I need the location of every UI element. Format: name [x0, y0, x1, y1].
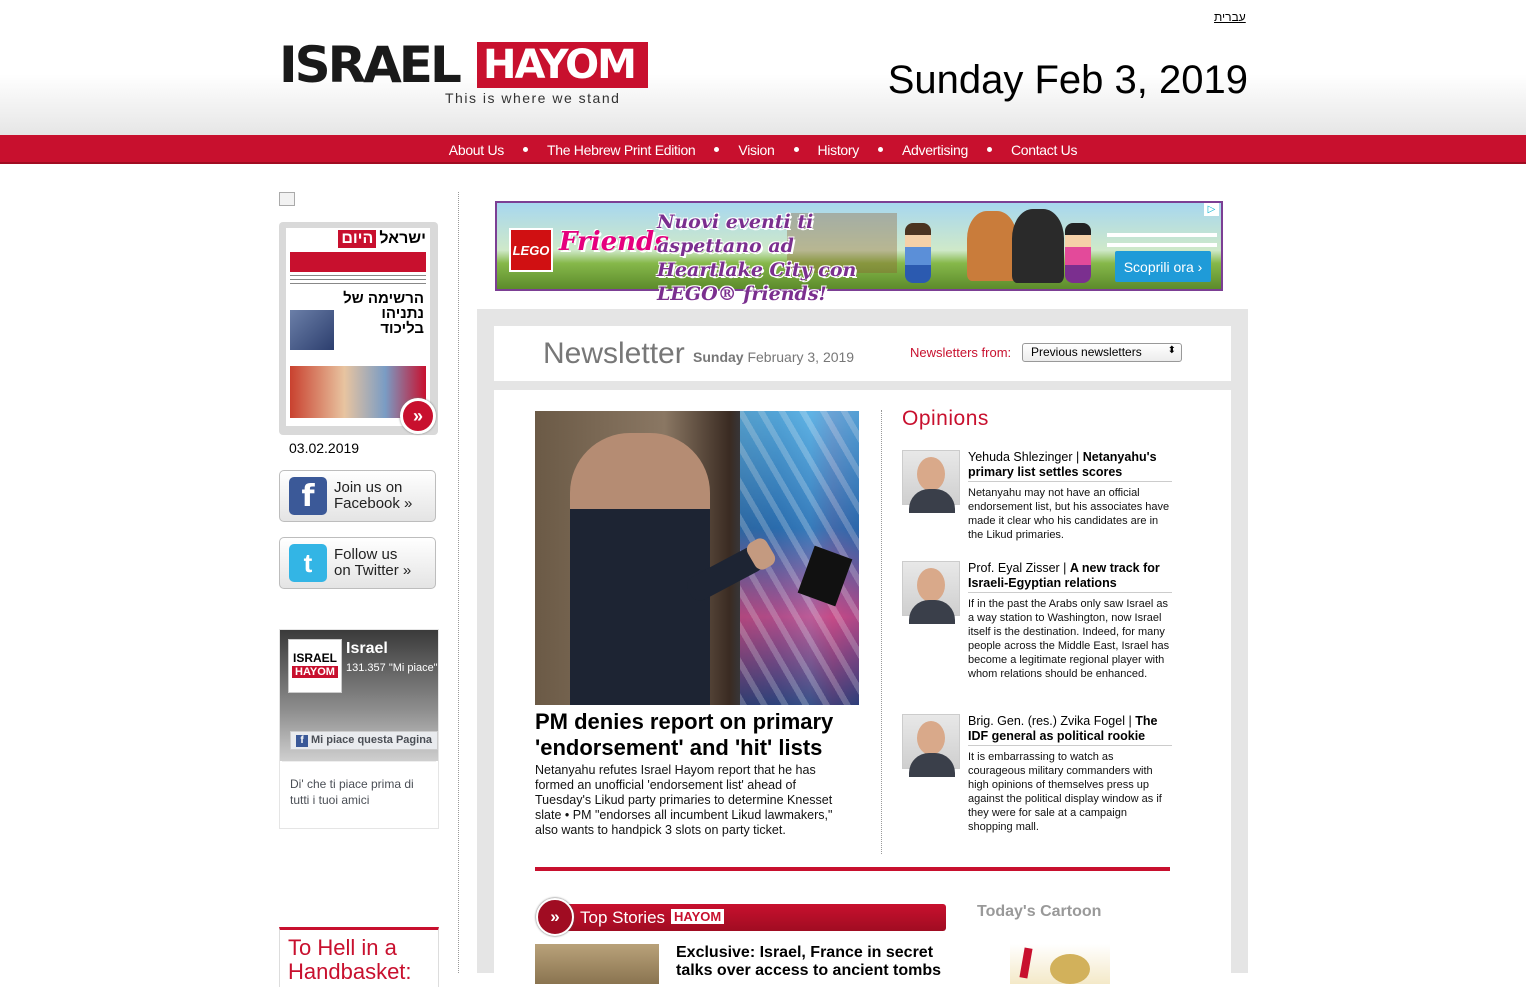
cover-text-lines: [290, 275, 426, 287]
twitter-bird-icon: t: [289, 544, 327, 582]
top-stories-heading: [580, 908, 724, 928]
opinion-author: Brig. Gen. (res.) Zvika Fogel: [968, 714, 1125, 728]
author-avatar[interactable]: [902, 450, 960, 505]
newsletter-day: Sunday: [693, 349, 744, 365]
column-divider: [458, 192, 459, 973]
facebook-icon: f: [289, 477, 327, 515]
nav-advertising[interactable]: Advertising: [901, 141, 968, 158]
logo-tagline: This is where we stand: [445, 90, 621, 106]
sidebar-promo-title[interactable]: To Hell in a Handbasket:: [279, 927, 439, 987]
nav-vision[interactable]: Vision: [738, 141, 775, 158]
facebook-like-icon: f: [296, 735, 308, 747]
top-story-title[interactable]: Exclusive: Israel, France in secret talks over access to ancient tombs: [676, 944, 941, 979]
avatar-face: [917, 457, 945, 491]
fb-logo-top: ISRAEL: [292, 651, 337, 665]
newsletter-date: [693, 349, 854, 365]
nav-separator: [794, 147, 799, 152]
ad-cta-button[interactable]: Scoprili ora ›: [1115, 251, 1211, 282]
facebook-button-label: [334, 480, 412, 512]
twitter-label-line1: Follow us: [334, 546, 398, 563]
select-value: Previous newsletters: [1031, 345, 1142, 359]
opinion-author: Yehuda Shlezinger: [968, 450, 1073, 464]
opinion-summary: If in the past the Arabs only saw Israel as a way station to Washington, now Israel itself is the destination. Indeed, for many people across the Middle East, Israel has become a legitimate regional player with whom relations should be enhanced.: [968, 598, 1170, 680]
nav-contact-us[interactable]: Contact Us: [1010, 141, 1078, 158]
top-stories-hayom-badge: HAYOM: [671, 909, 724, 924]
opinion-summary: It is embarrassing to watch as courageous military commanders with high opinions of themselves press up against the political display window as if they were for sale at a campaign shopping mall.: [968, 751, 1162, 833]
ad-fence-image: [1107, 233, 1217, 247]
cover-masthead-black: ישראל: [379, 230, 426, 247]
fb-logo-bottom: HAYOM: [292, 666, 338, 678]
ad-minifigure-icon: [1065, 223, 1091, 283]
avatar-face: [917, 568, 945, 602]
cartoon-figure: [1050, 954, 1090, 984]
ad-black-horse-icon: [1012, 209, 1064, 283]
cover-masthead: [286, 228, 430, 250]
opinion-separator: |: [1072, 450, 1083, 464]
site-header: [0, 0, 1526, 135]
print-edition-cover[interactable]: [286, 228, 430, 426]
author-avatar[interactable]: [902, 561, 960, 616]
print-edition-date: 03.02.2019: [289, 440, 360, 456]
top-story-thumbnail[interactable]: [535, 944, 659, 984]
opinion-separator: |: [1125, 714, 1136, 728]
facebook-like-count: 131.357 "Mi piace": [346, 662, 438, 674]
speaker-figure: [570, 433, 710, 705]
newsletters-from-label: Newsletters from:: [910, 345, 1012, 360]
opinion-title-link[interactable]: [968, 561, 1172, 593]
avatar-body: [909, 600, 955, 624]
opinion-headline: Netanyahu's primary list settles scores: [968, 450, 1157, 479]
nav-hebrew-print-edition[interactable]: The Hebrew Print Edition: [546, 141, 696, 158]
print-edition-box[interactable]: [279, 222, 438, 435]
ad-slogan: Nuovi eventi ti aspettano ad Heartlake City con LEGO® friends!: [657, 211, 857, 305]
facebook-page-widget: [279, 629, 439, 829]
broken-image-icon: [279, 192, 295, 206]
cover-red-banner: [290, 252, 426, 272]
facebook-page-cover[interactable]: [280, 630, 438, 761]
cartoon-flag: [1019, 948, 1032, 979]
adchoices-icon[interactable]: ▷: [1204, 203, 1219, 216]
logo-israel-text: ISRAEL: [279, 36, 459, 94]
author-avatar[interactable]: [902, 714, 960, 769]
opinion-title-link[interactable]: [968, 714, 1172, 746]
hebrew-language-link[interactable]: עברית: [1214, 10, 1246, 24]
top-stories-arrow-icon: »: [536, 898, 574, 936]
opinion-title-link[interactable]: [968, 450, 1172, 482]
open-print-edition-arrow-icon[interactable]: »: [400, 398, 436, 434]
facebook-label-line2: Facebook »: [334, 495, 413, 512]
previous-newsletters-select[interactable]: [1022, 343, 1182, 362]
header-date: Sunday Feb 3, 2019: [887, 58, 1248, 102]
todays-cartoon-heading: Today's Cartoon: [977, 903, 1102, 920]
nav-history[interactable]: History: [817, 141, 859, 158]
cover-headline: הרשימה של נתניהו בליכוד: [343, 290, 424, 337]
section-red-divider: [535, 867, 1170, 871]
cover-photo: [290, 310, 334, 350]
facebook-label-line1: Join us on: [334, 479, 403, 496]
site-logo[interactable]: [279, 36, 649, 106]
avatar-face: [917, 721, 945, 755]
facebook-like-page-label: Mi piace questa Pagina: [311, 734, 433, 746]
facebook-widget-footer: Di' che ti piace prima di tutti i tuoi amici: [282, 761, 436, 808]
ad-lego-logo: LEGO: [509, 228, 553, 272]
newsletter-title: Newsletter: [543, 337, 685, 370]
facebook-page-logo[interactable]: [288, 639, 342, 693]
newsletter-date-value: February 3, 2019: [747, 349, 855, 365]
lego-friends-ad-banner[interactable]: [495, 201, 1223, 305]
avatar-body: [909, 753, 955, 777]
nav-separator: [878, 147, 883, 152]
twitter-button[interactable]: [279, 537, 436, 589]
opinion-separator: |: [1059, 561, 1070, 575]
content-column-divider: [881, 410, 882, 854]
main-nav: [0, 135, 1526, 164]
ad-brown-horse-icon: [967, 211, 1017, 281]
top-stories-label: Top Stories: [580, 908, 666, 927]
opinion-author: Prof. Eyal Zisser: [968, 561, 1060, 575]
avatar-body: [909, 489, 955, 513]
facebook-page-name[interactable]: Israel: [346, 640, 388, 657]
nav-about-us[interactable]: About Us: [448, 141, 504, 158]
select-arrows-icon: ⬍: [1167, 345, 1176, 356]
todays-cartoon-image[interactable]: [1010, 944, 1110, 984]
twitter-label-line2: on Twitter »: [334, 562, 412, 579]
nav-separator: [523, 147, 528, 152]
logo-hayom-text: HAYOM: [477, 42, 648, 88]
ad-minifigure-icon: [905, 223, 931, 283]
facebook-button[interactable]: [279, 470, 436, 522]
twitter-button-label: [334, 547, 411, 579]
opinions-heading: Opinions: [902, 407, 989, 430]
opinion-summary: Netanyahu may not have an official endorsement list, but his associates have made it clear who his candidates are in the Likud primaries.: [968, 487, 1170, 541]
nav-separator: [987, 147, 992, 152]
opinion-headline: A new track for Israeli-Egyptian relations: [968, 561, 1160, 590]
cover-masthead-red: היום: [338, 230, 376, 248]
lead-story-summary: Netanyahu refutes Israel Hayom report that he has formed an unofficial 'endorsement list' ahead of Tuesday's Likud party primaries to determine Knesset slate • PM "endorses all incumbent Likud lawmakers," also wants to handpick 3 slots on party ticket.: [535, 763, 833, 837]
lead-story-image[interactable]: [535, 411, 859, 705]
opinion-headline: The IDF general as political rookie: [968, 714, 1158, 743]
lead-story-title[interactable]: PM denies report on primary 'endorsement' and 'hit' lists: [535, 709, 834, 760]
ad-friends-logo: Friends: [559, 227, 669, 257]
facebook-like-page-button[interactable]: [290, 731, 438, 750]
nav-separator: [714, 147, 719, 152]
